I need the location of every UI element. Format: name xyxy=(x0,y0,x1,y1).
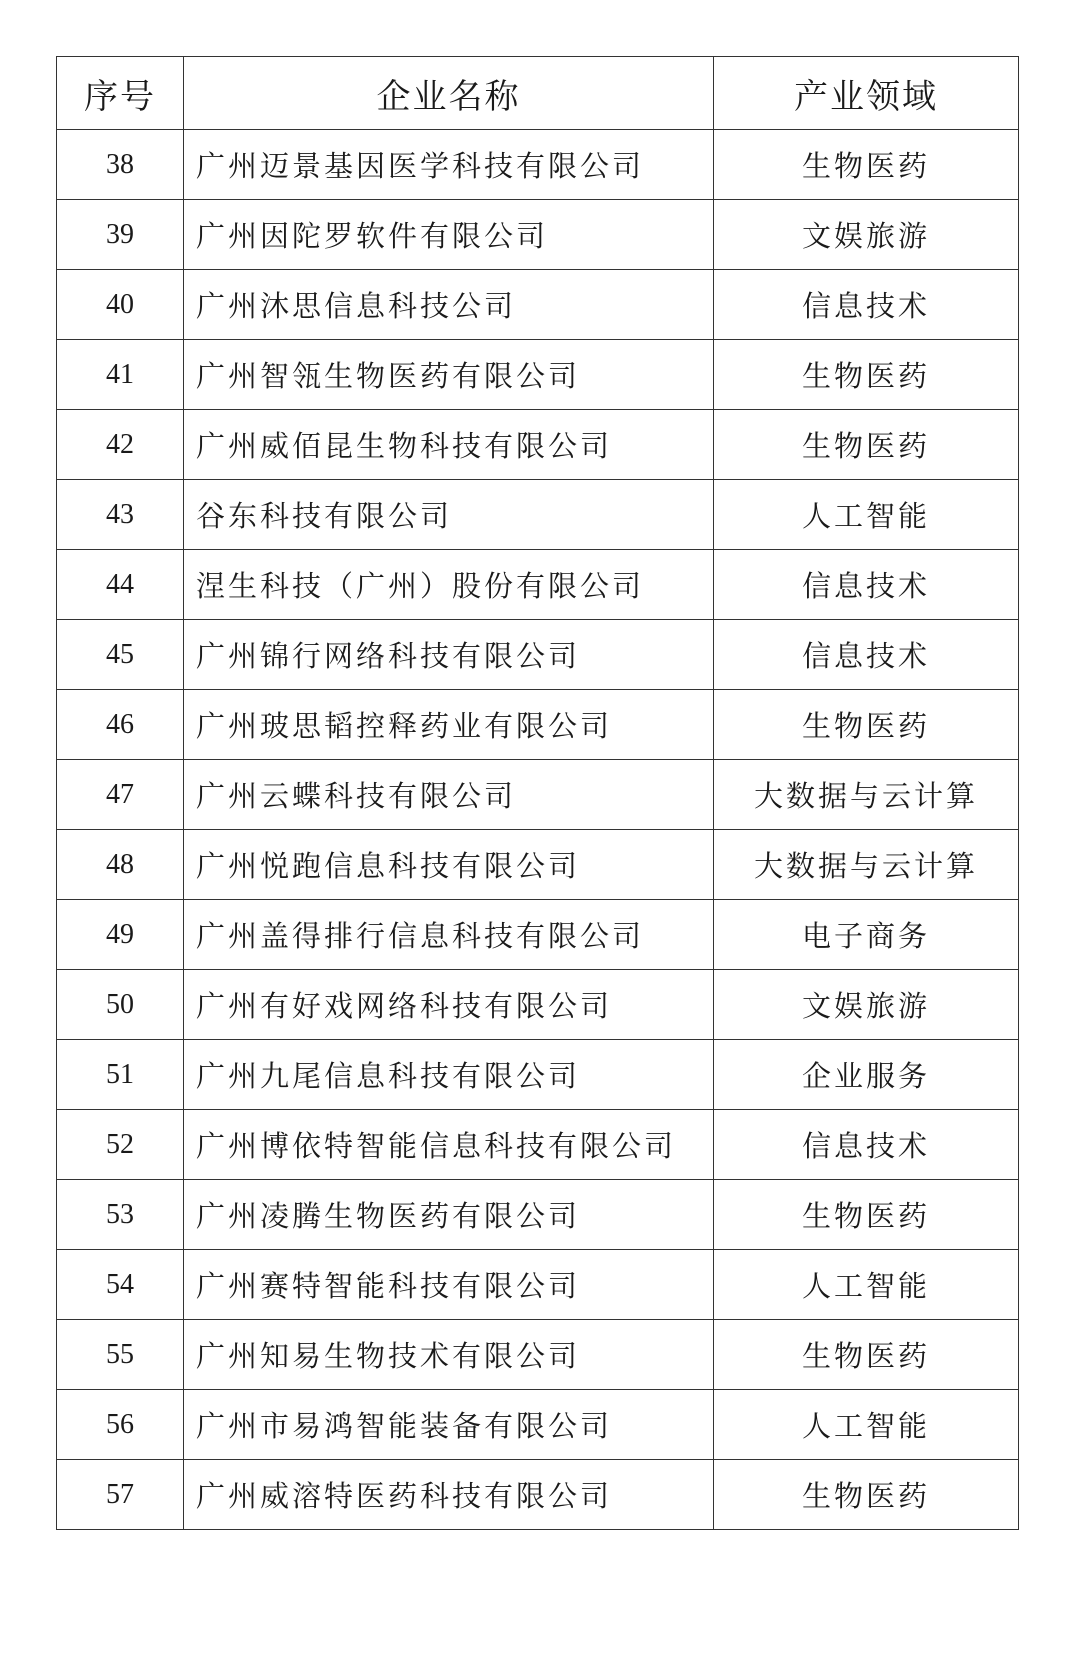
row-number: 47 xyxy=(57,760,184,830)
row-number: 56 xyxy=(57,1390,184,1460)
company-name: 广州智瓴生物医药有限公司 xyxy=(184,340,714,410)
table-row xyxy=(57,1040,1019,1110)
row-number: 43 xyxy=(57,480,184,550)
company-name: 广州博依特智能信息科技有限公司 xyxy=(184,1110,714,1180)
row-number: 53 xyxy=(57,1180,184,1250)
row-number: 51 xyxy=(57,1040,184,1110)
row-number: 55 xyxy=(57,1320,184,1390)
row-number: 39 xyxy=(57,200,184,270)
table-row xyxy=(57,1320,1019,1390)
company-name: 广州悦跑信息科技有限公司 xyxy=(184,830,714,900)
industry-field: 文娱旅游 xyxy=(714,970,1019,1040)
industry-field: 企业服务 xyxy=(714,1040,1019,1110)
table-row xyxy=(57,1390,1019,1460)
company-name: 广州盖得排行信息科技有限公司 xyxy=(184,900,714,970)
industry-field: 大数据与云计算 xyxy=(714,830,1019,900)
company-name: 广州沐思信息科技公司 xyxy=(184,270,714,340)
table-row xyxy=(57,830,1019,900)
industry-field: 人工智能 xyxy=(714,1390,1019,1460)
row-number: 49 xyxy=(57,900,184,970)
company-name: 广州九尾信息科技有限公司 xyxy=(184,1040,714,1110)
table-row xyxy=(57,760,1019,830)
row-number: 57 xyxy=(57,1460,184,1530)
table-row xyxy=(57,340,1019,410)
row-number: 46 xyxy=(57,690,184,760)
row-number: 45 xyxy=(57,620,184,690)
enterprise-table xyxy=(56,56,1019,1530)
table-row xyxy=(57,620,1019,690)
table-row xyxy=(57,900,1019,970)
table-row xyxy=(57,410,1019,480)
industry-field: 生物医药 xyxy=(714,130,1019,200)
industry-field: 生物医药 xyxy=(714,1320,1019,1390)
industry-field: 生物医药 xyxy=(714,690,1019,760)
industry-field: 人工智能 xyxy=(714,1250,1019,1320)
table-row xyxy=(57,200,1019,270)
row-number: 40 xyxy=(57,270,184,340)
industry-field: 信息技术 xyxy=(714,620,1019,690)
header-no: 序号 xyxy=(57,57,184,130)
company-name: 广州威佰昆生物科技有限公司 xyxy=(184,410,714,480)
company-name: 涅生科技（广州）股份有限公司 xyxy=(184,550,714,620)
industry-field: 信息技术 xyxy=(714,1110,1019,1180)
row-number: 52 xyxy=(57,1110,184,1180)
row-number: 41 xyxy=(57,340,184,410)
row-number: 48 xyxy=(57,830,184,900)
industry-field: 信息技术 xyxy=(714,270,1019,340)
row-number: 50 xyxy=(57,970,184,1040)
table-body xyxy=(57,130,1019,1530)
table-row xyxy=(57,480,1019,550)
table-row xyxy=(57,1110,1019,1180)
industry-field: 信息技术 xyxy=(714,550,1019,620)
table-row xyxy=(57,130,1019,200)
company-name: 广州市易鸿智能装备有限公司 xyxy=(184,1390,714,1460)
industry-field: 生物医药 xyxy=(714,1180,1019,1250)
header-row xyxy=(57,57,1019,130)
table-row xyxy=(57,690,1019,760)
industry-field: 生物医药 xyxy=(714,1460,1019,1530)
company-name: 广州赛特智能科技有限公司 xyxy=(184,1250,714,1320)
table-row xyxy=(57,270,1019,340)
company-name: 广州迈景基因医学科技有限公司 xyxy=(184,130,714,200)
table-row xyxy=(57,970,1019,1040)
company-name: 谷东科技有限公司 xyxy=(184,480,714,550)
industry-field: 大数据与云计算 xyxy=(714,760,1019,830)
header-name: 企业名称 xyxy=(184,57,714,130)
table-row xyxy=(57,1460,1019,1530)
industry-field: 电子商务 xyxy=(714,900,1019,970)
table-header xyxy=(57,57,1019,130)
row-number: 38 xyxy=(57,130,184,200)
industry-field: 文娱旅游 xyxy=(714,200,1019,270)
company-name: 广州凌腾生物医药有限公司 xyxy=(184,1180,714,1250)
row-number: 44 xyxy=(57,550,184,620)
company-name: 广州玻思韬控释药业有限公司 xyxy=(184,690,714,760)
row-number: 42 xyxy=(57,410,184,480)
industry-field: 生物医药 xyxy=(714,410,1019,480)
company-name: 广州知易生物技术有限公司 xyxy=(184,1320,714,1390)
row-number: 54 xyxy=(57,1250,184,1320)
header-field: 产业领域 xyxy=(714,57,1019,130)
company-name: 广州有好戏网络科技有限公司 xyxy=(184,970,714,1040)
industry-field: 人工智能 xyxy=(714,480,1019,550)
table-row xyxy=(57,550,1019,620)
company-name: 广州威溶特医药科技有限公司 xyxy=(184,1460,714,1530)
table-row xyxy=(57,1250,1019,1320)
company-name: 广州因陀罗软件有限公司 xyxy=(184,200,714,270)
industry-field: 生物医药 xyxy=(714,340,1019,410)
company-name: 广州锦行网络科技有限公司 xyxy=(184,620,714,690)
company-name: 广州云蝶科技有限公司 xyxy=(184,760,714,830)
table-row xyxy=(57,1180,1019,1250)
